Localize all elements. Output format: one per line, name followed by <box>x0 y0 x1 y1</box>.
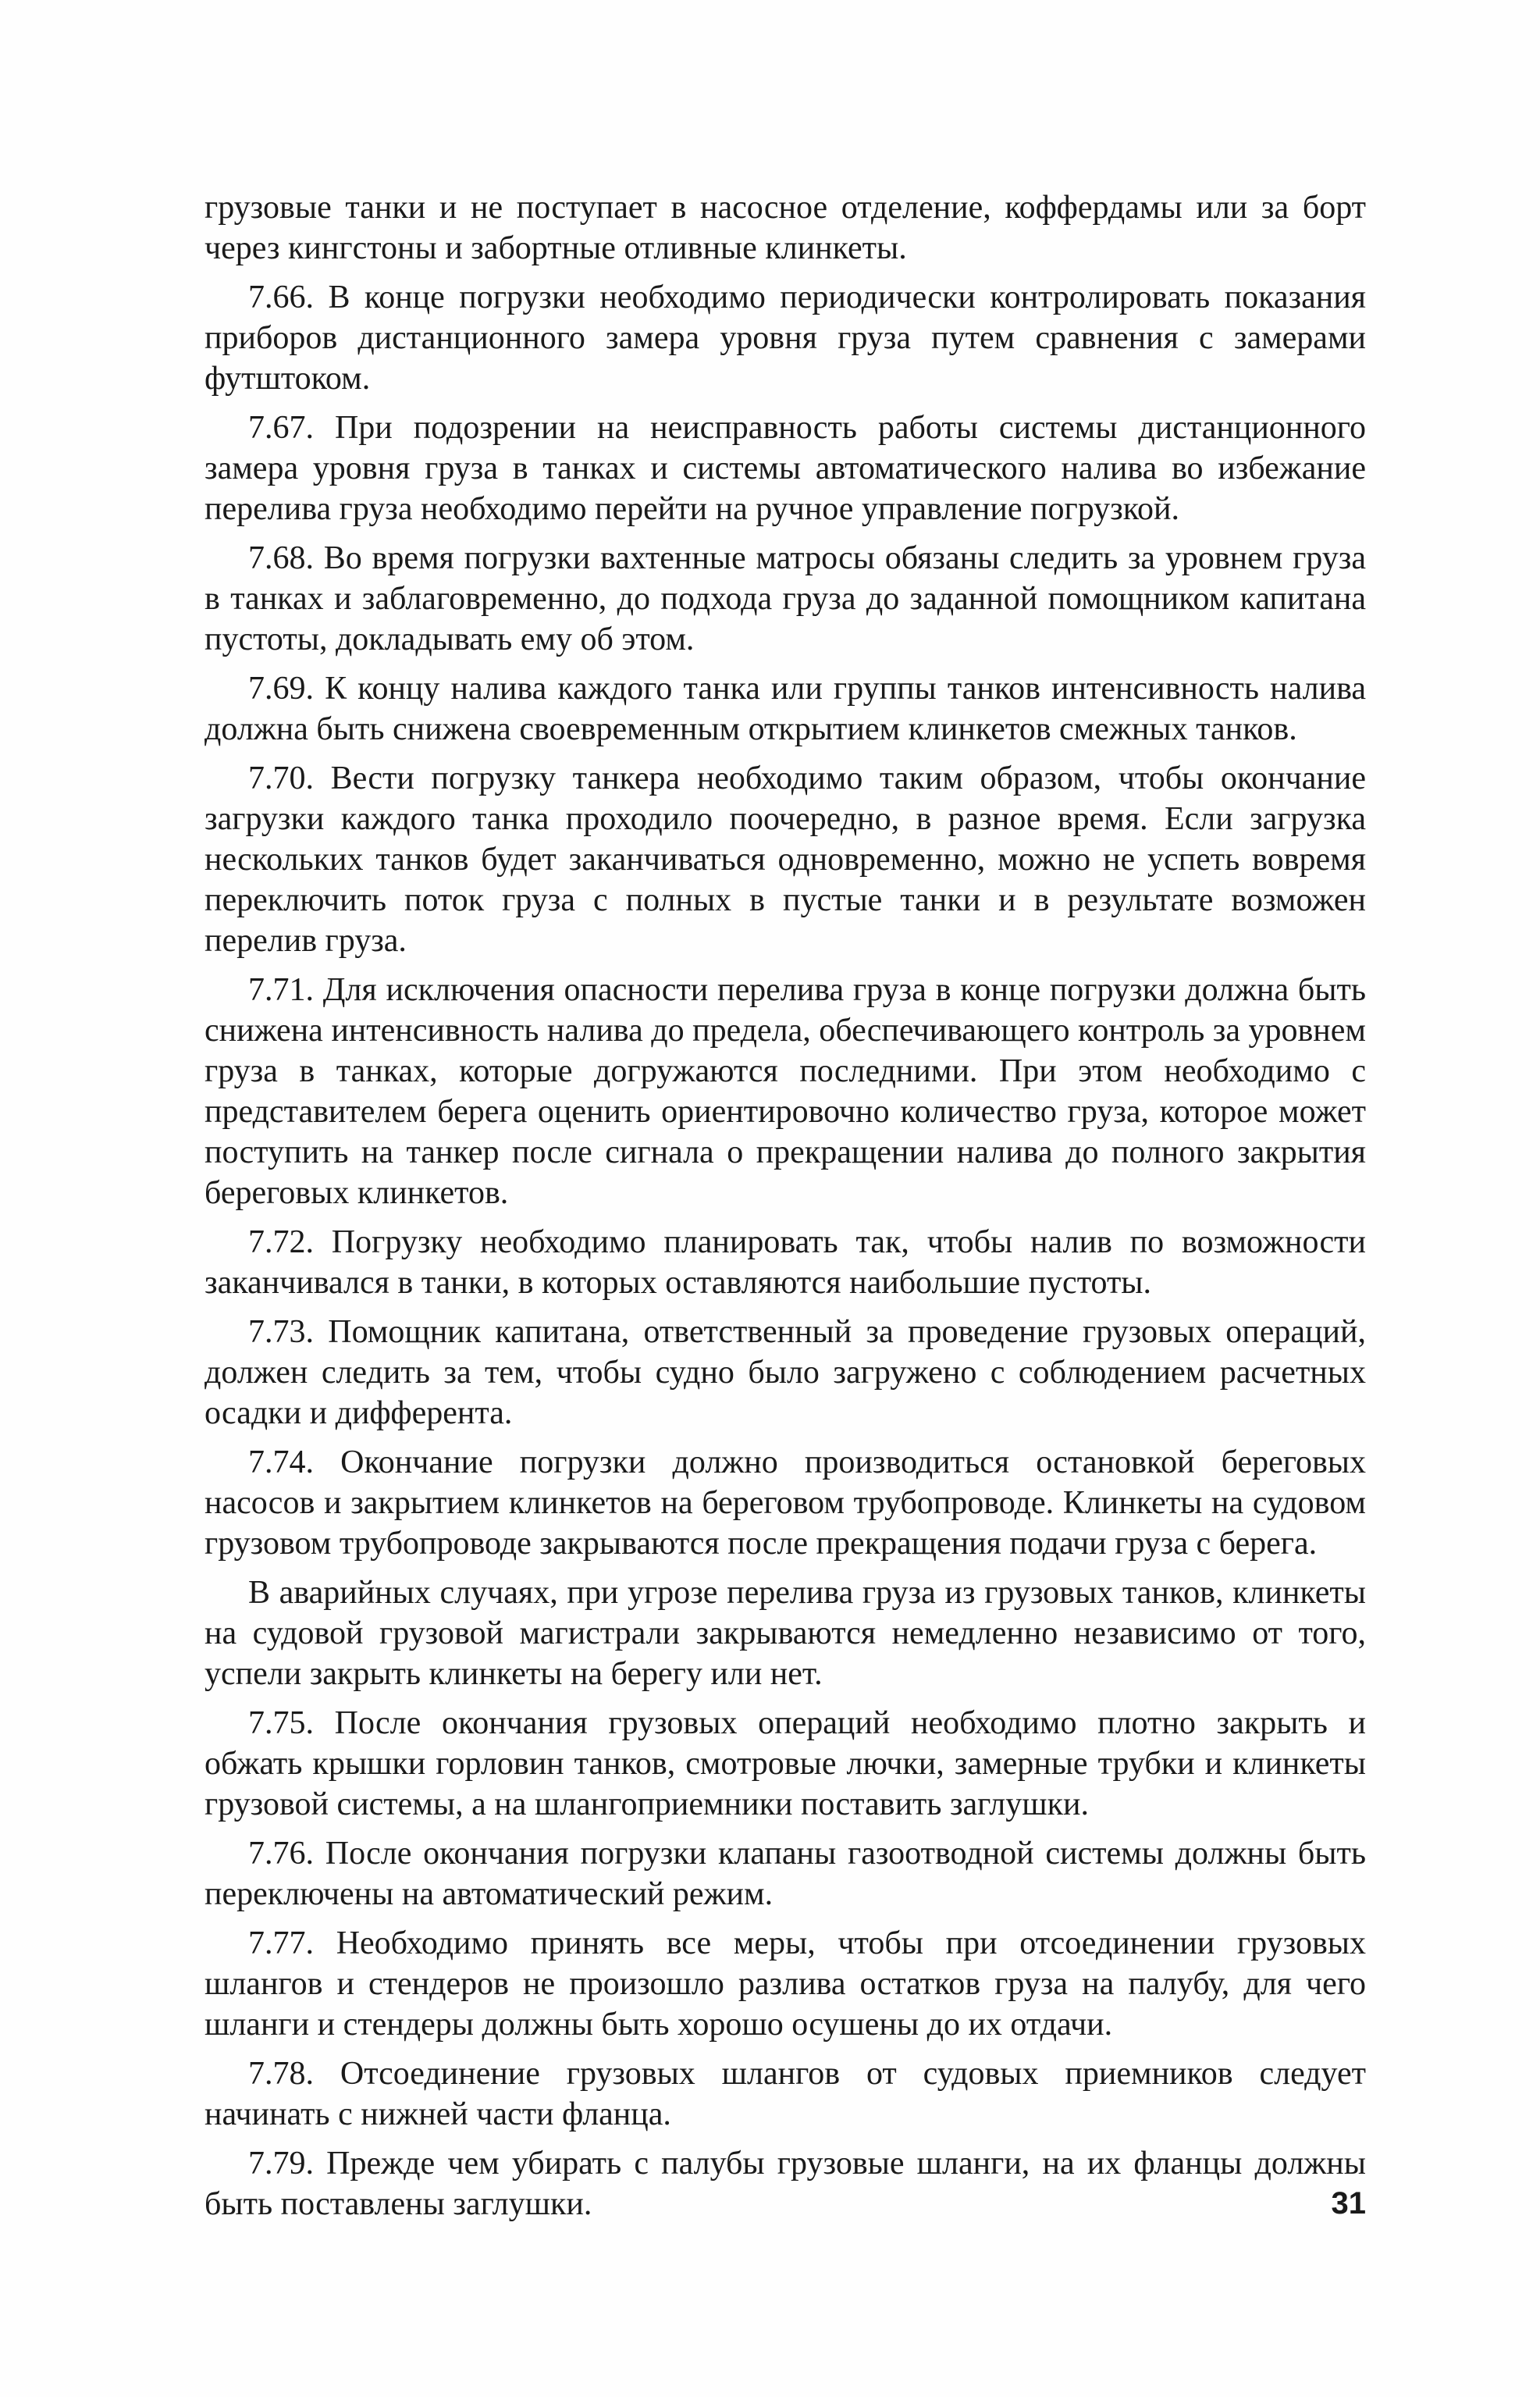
paragraph-emergency: В аварийных случаях, при угрозе перелива груза из грузовых танков, клинкеты на судовой грузовой магистрали закрываются немедленно независимо от того, успели закрыть клинкеты на берегу или нет. <box>205 1575 1366 1692</box>
body-text <box>205 187 1366 2233</box>
paragraph-7-69: 7.69. К концу налива каждого танка или группы танков интенсивность налива должна быть снижена своевременным открытием клинкетов смежных танков. <box>205 671 1366 747</box>
paragraph-7-66: 7.66. В конце погрузки необходимо периодически контролировать показания приборов дистанционного замера уровня груза путем сравнения с замерами футштоком. <box>205 280 1366 397</box>
paragraph-continuation: грузовые танки и не поступает в насосное отделение, коффердамы или за борт через кингстоны и забортные отливные клинкеты. <box>205 190 1366 266</box>
paragraph-7-78: 7.78. Отсоединение грузовых шлангов от судовых приемников следует начинать с нижней части фланца. <box>205 2056 1366 2132</box>
paragraph-7-76: 7.76. После окончания погрузки клапаны газоотводной системы должны быть переключены на автоматический режим. <box>205 1836 1366 1912</box>
paragraph-7-75: 7.75. После окончания грузовых операций необходимо плотно закрыть и обжать крышки горловин танков, смотровые лючки, замерные трубки и клинкеты грузовой системы, а на шлангоприемники поставить заглушки. <box>205 1705 1366 1822</box>
paragraph-7-73: 7.73. Помощник капитана, ответственный за проведение грузовых операций, должен следить за тем, чтобы судно было загружено с соблюдением расчетных осадки и дифферента. <box>205 1314 1366 1431</box>
paragraph-7-74: 7.74. Окончание погрузки должно производиться остановкой береговых насосов и закрытием клинкетов на береговом трубопроводе. Клинкеты на судовом грузовом трубопроводе закрываются после прекращения подачи груза с берега. <box>205 1444 1366 1562</box>
paragraph-7-72: 7.72. Погрузку необходимо планировать так, чтобы налив по возможности заканчивался в танки, в которых оставляются наибольшие пустоты. <box>205 1224 1366 1301</box>
paragraph-7-77: 7.77. Необходимо принять все меры, чтобы при отсоединении грузовых шлангов и стендеров не произошло разлива остатков груза на палубу, для чего шланги и стендеры должны быть хорошо осушены до их отдачи. <box>205 1925 1366 2043</box>
paragraph-7-79: 7.79. Прежде чем убирать с палубы грузовые шланги, на их фланцы должны быть поставлены заглушки. <box>205 2146 1366 2222</box>
paragraph-7-70: 7.70. Вести погрузку танкера необходимо таким образом, чтобы окончание загрузки каждого танка проходило поочередно, в разное время. Если загрузка нескольких танков будет заканчиваться одновременно, можно не успеть вовремя переключить поток груза с полных в пустые танки и в результате возможен перелив груза. <box>205 760 1366 959</box>
paragraph-7-67: 7.67. При подозрении на неисправность работы системы дистанционного замера уровня груза в танках и системы автоматического налива во избежание перелива груза необходимо перейти на ручное управление погрузкой. <box>205 410 1366 527</box>
paragraph-7-71: 7.71. Для исключения опасности перелива груза в конце погрузки должна быть снижена интенсивность налива до предела, обеспечивающего контроль за уровнем груза в танках, которые догружаются последними. При этом необходимо с представителем берега оценить ориентировочно количество груза, которое может поступить на танкер после сигнала о прекращении налива до полного закрытия береговых клинкетов. <box>205 972 1366 1211</box>
paragraph-7-68: 7.68. Во время погрузки вахтенные матросы обязаны следить за уровнем груза в танках и заблаговременно, до подхода груза до заданной помощником капитана пустоты, докладывать ему об этом. <box>205 540 1366 657</box>
page-number: 31 <box>1331 2186 1366 2221</box>
